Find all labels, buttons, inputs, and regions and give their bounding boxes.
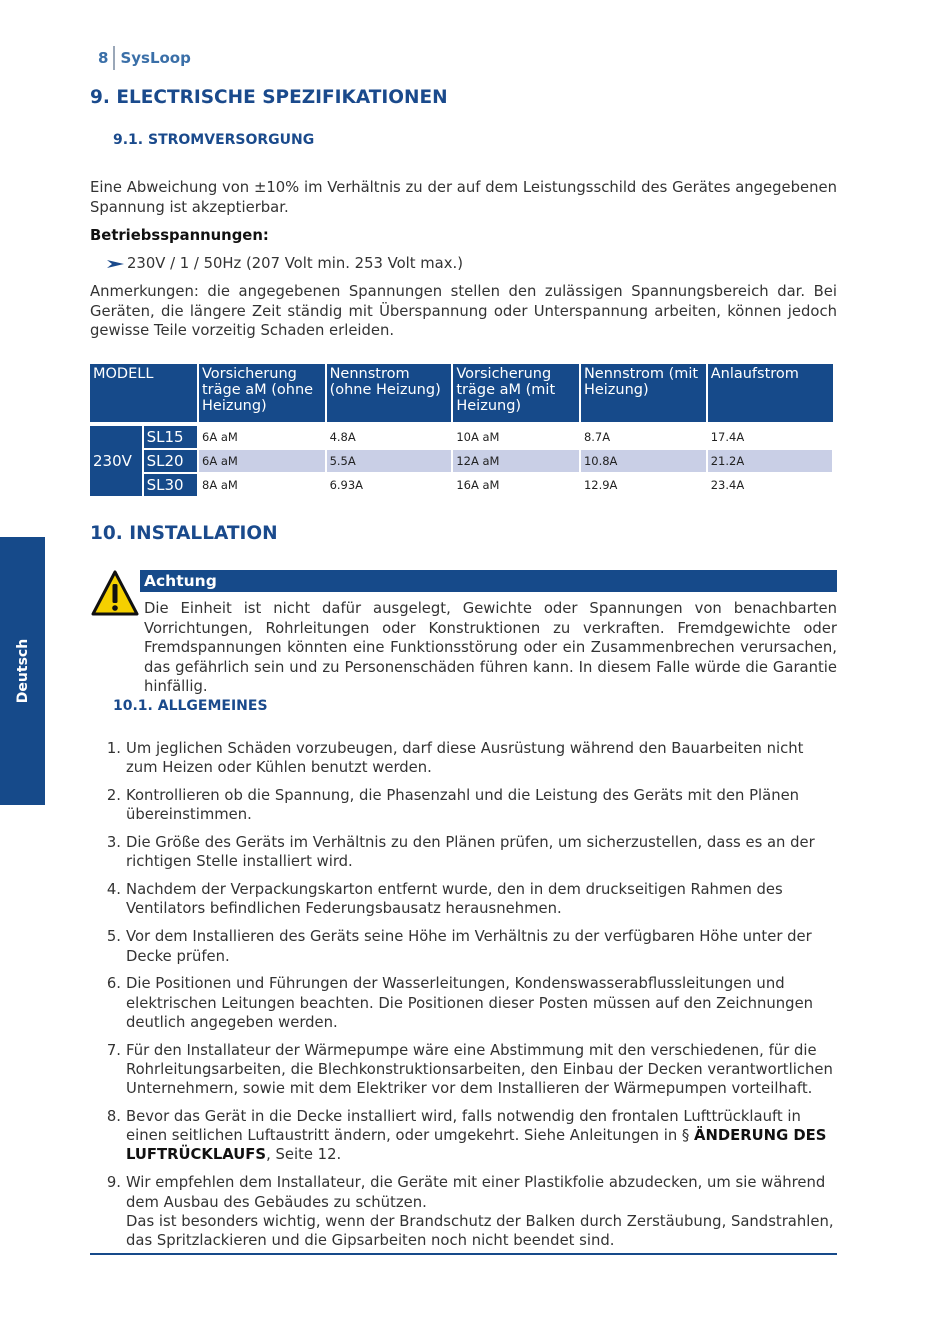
model-cell: SL30	[143, 473, 198, 497]
arrow-bullet-icon	[106, 257, 126, 271]
model-cell: SL15	[143, 426, 198, 449]
list-item: 1. Um jeglichen Schäden vorzubeugen, darf diese Ausrüstung während den Bauarbeiten nicht zum Heizen oder Kühlen benutzt werden.	[106, 740, 804, 777]
section-10-title: 10. INSTALLATION	[90, 523, 278, 544]
installation-steps-list	[100, 739, 837, 1259]
table-cell: 17.4A	[707, 426, 833, 449]
table-cell: 16A aM	[452, 473, 580, 497]
voltage-bullet-item	[106, 254, 463, 274]
table-header-cell: Vorsicherung träge aM (mit Heizung)	[452, 364, 580, 422]
language-tab	[0, 537, 45, 805]
table-cell: 6.93A	[326, 473, 453, 497]
table-cell: 4.8A	[326, 426, 453, 449]
warning-text: Die Einheit ist nicht dafür ausgelegt, Gewichte oder Spannungen von benachbarten Vorrichtungen, Rohrleitungen oder Konstruktionen zu verkraften. Fremdgewichte oder Fremdspannungen könnten eine Funktionsstörung oder ein Zusammenbrechen verursachen, das gefährlich sein und zu Personenschäden führen kann. In diesem Falle würde die Garantie hinfällig.	[144, 600, 837, 695]
table-cell: 8A aM	[198, 473, 326, 497]
voltage-cell: 230V	[90, 426, 143, 497]
warning-icon	[90, 569, 140, 619]
electrical-spec-table	[90, 364, 834, 498]
operating-voltages-label: Betriebsspannungen:	[90, 227, 269, 244]
section-9-1-title: 9.1. STROMVERSORGUNG	[113, 132, 315, 148]
list-item: 9. Wir empfehlen dem Installateur, die Geräte mit einer Plastikfolie abzudecken, um sie während dem Ausbau des Gebäudes zu schützen. Das ist besonders wichtig, wenn der Brandschutz der Balken durch Zerstäubung, Sandstrahlen, das Spritzlackieren und die Gipsarbeiten noch nicht beendet sind.	[106, 1174, 834, 1249]
page-number: 8	[98, 49, 109, 67]
table-cell: 8.7A	[580, 426, 707, 449]
product-name: SysLoop	[120, 49, 191, 67]
table-row	[90, 473, 833, 497]
table-header-row	[90, 364, 833, 422]
table-header-cell: MODELL	[90, 364, 198, 422]
warning-title: Achtung	[140, 570, 837, 592]
model-cell: SL20	[143, 449, 198, 473]
language-label: Deutsch	[14, 638, 31, 704]
list-item: 3. Die Größe des Geräts im Verhältnis zu den Plänen prüfen, um sicherzustellen, dass es an der richtigen Stelle installiert wird.	[106, 834, 815, 871]
list-item: 8. Bevor das Gerät in die Decke installiert wird, falls notwendig den frontalen Lufttrücklauft in einen seitlichen Luftaustritt ändern, oder umgekehrt. Siehe Anleitungen in § ÄNDERUNG DES LUFTRÜCKLAUFS, Seite 12.	[106, 1108, 827, 1164]
table-row	[90, 426, 833, 449]
table-row	[90, 449, 833, 473]
table-cell: 21.2A	[707, 449, 833, 473]
voltage-remarks-text: Anmerkungen: die angegebenen Spannungen stellen den zulässigen Spannungsbereich dar. Bei Geräten, die längere Zeit ständig mit Überspannung oder Unterspannung arbeiten, können jedoch gewisse Teile vorzeitig Schaden erleiden.	[90, 283, 837, 339]
table-cell: 10A aM	[452, 426, 580, 449]
section-10-1-title: 10.1. ALLGEMEINES	[113, 698, 268, 714]
table-cell: 6A aM	[198, 426, 326, 449]
voltage-tolerance-text: Eine Abweichung von ±10% im Verhältnis zu der auf dem Leistungsschild des Gerätes angegebenen Spannung ist akzeptierbar.	[90, 179, 837, 216]
section-9-title: 9. ELECTRISCHE SPEZIFIKATIONEN	[90, 87, 448, 108]
header-divider	[113, 46, 115, 70]
list-item: 4. Nachdem der Verpackungskarton entfernt wurde, den in dem druckseitigen Rahmen des Ventilators befindlichen Federungsbausatz herausnehmen.	[106, 881, 783, 918]
table-header-cell: Vorsicherung träge aM (ohne Heizung)	[198, 364, 326, 422]
table-cell: 23.4A	[707, 473, 833, 497]
table-header-cell: Anlaufstrom	[707, 364, 833, 422]
table-cell: 10.8A	[580, 449, 707, 473]
table-header-cell: Nennstrom (ohne Heizung)	[326, 364, 453, 422]
list-item: 6. Die Positionen und Führungen der Wasserleitungen, Kondenswasserabflussleitungen und elektrischen Leitungen beachten. Die Positionen dieser Posten müssen auf den Zeichnungen deutlich angegeben werden.	[106, 975, 814, 1031]
table-header-cell: Nennstrom (mit Heizung)	[580, 364, 707, 422]
voltage-item-text: 230V / 1 / 50Hz (207 Volt min. 253 Volt max.)	[127, 255, 463, 272]
bottom-divider	[90, 1253, 837, 1255]
table-cell: 12.9A	[580, 473, 707, 497]
cross-reference-link[interactable]: ÄNDERUNG DES LUFTRÜCKLAUFS	[126, 1127, 827, 1164]
page-header	[98, 46, 191, 70]
list-item: 7. Für den Installateur der Wärmepumpe wäre eine Abstimmung mit den verschiedenen, für die Rohrleitungsarbeiten, die Blechkonstruktionsarbeiten, den Einbau der Decken verantwortlichen Unternehmern, sowie mit dem Elektriker vor dem Installieren der Wärmepumpen vorteilhaft.	[106, 1041, 833, 1098]
table-cell: 12A aM	[452, 449, 580, 473]
table-cell: 6A aM	[198, 449, 326, 473]
list-item: 2. Kontrollieren ob die Spannung, die Phasenzahl und die Leistung des Geräts mit den Plänen übereinstimmen.	[106, 787, 800, 824]
table-cell: 5.5A	[326, 449, 453, 473]
list-item: 5. Vor dem Installieren des Geräts seine Höhe im Verhältnis zu der verfügbaren Höhe unter der Decke prüfen.	[106, 928, 812, 965]
